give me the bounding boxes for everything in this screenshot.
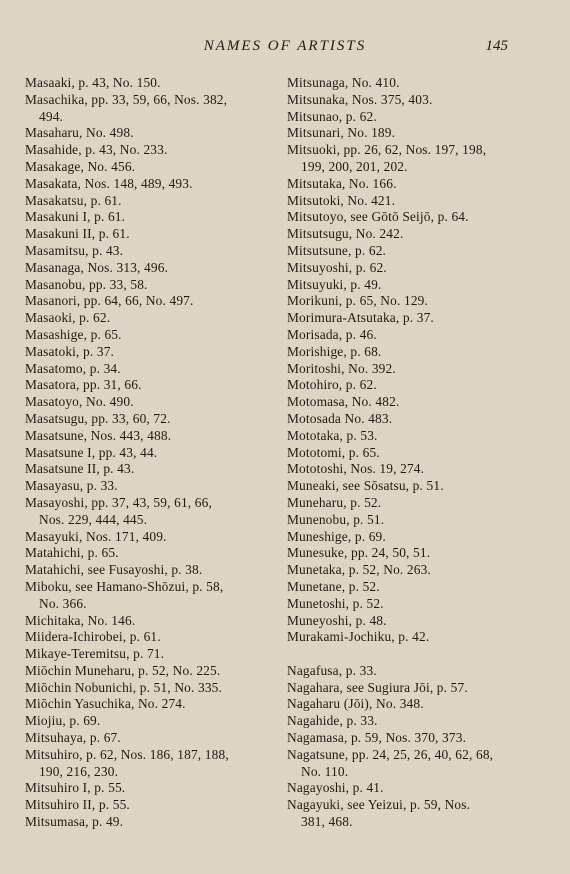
entry-text: Moritoshi, No. 392.	[287, 360, 396, 376]
entry-text: Miōchin Nobunichi, p. 51, No. 335.	[25, 679, 223, 695]
index-entry	[287, 327, 549, 344]
index-column-left	[25, 75, 281, 831]
entry-text: Masachika, pp. 33, 59, 66, Nos. 382,	[25, 91, 228, 107]
entry-text: Masaharu, No. 498.	[25, 125, 134, 141]
entry-text: Masayoshi, pp. 37, 43, 59, 61, 66,	[25, 494, 212, 510]
index-entry	[287, 797, 549, 831]
entry-text: Muneshige, p. 69.	[287, 528, 386, 544]
entry-text: Masanaga, Nos. 313, 496.	[25, 259, 169, 275]
entry-continuation: 381, 468.	[301, 814, 353, 830]
entry-text: Mototaka, p. 53.	[287, 427, 378, 443]
index-entry	[25, 209, 281, 226]
entry-text: Mototoshi, Nos. 19, 274.	[287, 461, 425, 477]
entry-text: Mitsumasa, p. 49.	[25, 814, 124, 830]
index-entry	[287, 377, 549, 394]
entry-text: Mitsunaka, Nos. 375, 403.	[287, 91, 433, 107]
index-entry	[287, 142, 549, 176]
entry-text: Motohiro, p. 62.	[287, 377, 377, 393]
index-entry	[25, 713, 281, 730]
entry-text: Munetane, p. 52.	[287, 578, 380, 594]
index-entry	[287, 747, 549, 781]
index-entry	[287, 277, 549, 294]
index-entry	[287, 529, 549, 546]
index-entry	[287, 176, 549, 193]
index-entry	[287, 361, 549, 378]
entry-text: Mitsuhaya, p. 67.	[25, 730, 121, 746]
entry-continuation: No. 110.	[301, 763, 349, 779]
index-entry	[25, 545, 281, 562]
entry-text: Mitsunaga, No. 410.	[287, 75, 400, 90]
entry-text: Matahichi, see Fusayoshi, p. 38.	[25, 562, 203, 578]
entry-text: Masatsugu, pp. 33, 60, 72.	[25, 410, 171, 426]
index-entry	[25, 226, 281, 243]
index-entry	[25, 613, 281, 630]
index-entry	[25, 629, 281, 646]
entry-text: Morikuni, p. 65, No. 129.	[287, 293, 429, 309]
entry-text: Masatomo, p. 34.	[25, 360, 121, 376]
index-entry	[287, 125, 549, 142]
index-entry	[287, 193, 549, 210]
index-entry	[25, 142, 281, 159]
page-number: 145	[485, 38, 508, 54]
index-entry	[25, 327, 281, 344]
index-entry	[287, 663, 549, 680]
entry-text: Mitsunari, No. 189.	[287, 125, 396, 141]
entry-text: Miōchin Yasuchika, No. 274.	[25, 696, 186, 712]
entry-text: Miōchin Muneharu, p. 52, No. 225.	[25, 662, 221, 678]
index-entry	[25, 646, 281, 663]
index-entry	[287, 310, 549, 327]
entry-text: Masashige, p. 65.	[25, 326, 122, 342]
entry-text: Masakuni I, p. 61.	[25, 209, 126, 225]
index-entry	[25, 75, 281, 92]
entry-text: Masakuni II, p. 61.	[25, 226, 130, 242]
index-entry	[287, 545, 549, 562]
index-entry	[287, 445, 549, 462]
index-entry	[25, 562, 281, 579]
index-entry	[25, 92, 281, 126]
index-entry	[25, 377, 281, 394]
index-entry	[25, 445, 281, 462]
entry-text: Masayasu, p. 33.	[25, 478, 118, 494]
index-entry	[25, 797, 281, 814]
entry-continuation: 190, 216, 230.	[39, 763, 119, 779]
index-entry	[25, 730, 281, 747]
entry-text: Masatsune, Nos. 443, 488.	[25, 427, 172, 443]
index-entry	[25, 478, 281, 495]
index-entry	[287, 696, 549, 713]
entry-text: Motosada No. 483.	[287, 410, 393, 426]
entry-text: Mitsuhiro I, p. 55.	[25, 780, 126, 796]
index-entry	[287, 243, 549, 260]
entry-text: Mitsuoki, pp. 26, 62, Nos. 197, 198,	[287, 142, 487, 158]
entry-text: Masatsune I, pp. 43, 44.	[25, 444, 158, 460]
index-entry	[25, 747, 281, 781]
entry-text: Mitsutsugu, No. 242.	[287, 226, 404, 242]
entry-text: Mikaye-Teremitsu, p. 71.	[25, 646, 165, 662]
index-entry	[287, 461, 549, 478]
index-entry	[287, 730, 549, 747]
entry-text: Michitaka, No. 146.	[25, 612, 136, 628]
entry-text: Munetaka, p. 52, No. 263.	[287, 562, 431, 578]
index-entry	[25, 260, 281, 277]
entry-text: Mitsutoyo, see Gōtō Seijō, p. 64.	[287, 209, 469, 225]
index-entry	[287, 92, 549, 109]
entry-text: Nagaharu (Jōi), No. 348.	[287, 696, 424, 712]
entry-continuation: Nos. 229, 444, 445.	[39, 511, 148, 527]
running-head: NAMES OF ARTISTS	[203, 38, 367, 54]
index-entry	[25, 495, 281, 529]
index-entry	[25, 125, 281, 142]
entry-text: Nagayoshi, p. 41.	[287, 780, 384, 796]
index-entry	[25, 310, 281, 327]
index-entry	[25, 461, 281, 478]
entry-text: Nagahara, see Sugiura Jōi, p. 57.	[287, 679, 468, 695]
index-entry	[287, 344, 549, 361]
entry-text: Mitsuyoshi, p. 62.	[287, 259, 387, 275]
entry-text: Morisada, p. 46.	[287, 326, 377, 342]
entry-text: Mitsutoki, No. 421.	[287, 192, 396, 208]
index-entry	[25, 680, 281, 697]
section-gap	[287, 646, 549, 663]
entry-continuation: No. 366.	[39, 595, 87, 611]
entry-text: Masakatsu, p. 61.	[25, 192, 122, 208]
index-entry	[25, 696, 281, 713]
entry-text: Muneharu, p. 52.	[287, 494, 382, 510]
entry-text: Mitsuhiro, p. 62, Nos. 186, 187, 188,	[25, 746, 229, 762]
index-entry	[287, 109, 549, 126]
index-entry	[25, 579, 281, 613]
index-entry	[287, 428, 549, 445]
index-entry	[287, 75, 549, 92]
entry-text: Motomasa, No. 482.	[287, 394, 400, 410]
entry-text: Masatsune II, p. 43.	[25, 461, 135, 477]
entry-text: Mitsutaka, No. 166.	[287, 175, 397, 191]
index-entry	[287, 579, 549, 596]
index-entry	[287, 629, 549, 646]
index-entry	[25, 344, 281, 361]
index-entry	[25, 193, 281, 210]
entry-text: Matahichi, p. 65.	[25, 545, 119, 561]
entry-text: Masanori, pp. 64, 66, No. 497.	[25, 293, 194, 309]
index-entry	[287, 293, 549, 310]
index-entry	[287, 394, 549, 411]
entry-text: Mototomi, p. 65.	[287, 444, 380, 460]
index-column-right	[287, 75, 549, 831]
entry-text: Nagahide, p. 33.	[287, 713, 378, 729]
entry-text: Masatoyo, No. 490.	[25, 394, 134, 410]
entry-text: Muneaki, see Sōsatsu, p. 51.	[287, 478, 444, 494]
index-entry	[25, 361, 281, 378]
index-entry	[287, 512, 549, 529]
index-entry	[25, 428, 281, 445]
index-entry	[25, 780, 281, 797]
entry-text: Nagafusa, p. 33.	[287, 662, 377, 678]
entry-text: Miojiu, p. 69.	[25, 713, 101, 729]
entry-continuation: 199, 200, 201, 202.	[301, 158, 408, 174]
index-entry	[25, 277, 281, 294]
index-entry	[25, 243, 281, 260]
entry-text: Nagatsune, pp. 24, 25, 26, 40, 62, 68,	[287, 746, 494, 762]
entry-text: Masaaki, p. 43, No. 150.	[25, 75, 161, 90]
entry-text: Masatoki, p. 37.	[25, 343, 115, 359]
index-entry	[25, 394, 281, 411]
entry-text: Masayuki, Nos. 171, 409.	[25, 528, 167, 544]
entry-text: Nagamasa, p. 59, Nos. 370, 373.	[287, 730, 467, 746]
index-entry	[25, 663, 281, 680]
entry-text: Masakata, Nos. 148, 489, 493.	[25, 175, 193, 191]
index-entry	[25, 159, 281, 176]
entry-continuation: 494.	[39, 108, 64, 124]
entry-text: Masanobu, pp. 33, 58.	[25, 276, 148, 292]
index-entry	[25, 293, 281, 310]
index-entry	[287, 478, 549, 495]
entry-text: Mitsuyuki, p. 49.	[287, 276, 382, 292]
entry-text: Masahide, p. 43, No. 233.	[25, 142, 168, 158]
entry-text: Muneyoshi, p. 48.	[287, 612, 387, 628]
index-entry	[287, 713, 549, 730]
entry-text: Miboku, see Hamano-Shōzui, p. 58,	[25, 578, 224, 594]
entry-text: Mitsutsune, p. 62.	[287, 242, 387, 258]
index-entry	[287, 260, 549, 277]
entry-text: Munetoshi, p. 52.	[287, 595, 384, 611]
entry-text: Munenobu, p. 51.	[287, 511, 385, 527]
index-entry	[25, 814, 281, 831]
entry-text: Masatora, pp. 31, 66.	[25, 377, 142, 393]
index-entry	[287, 411, 549, 428]
index-entry	[287, 613, 549, 630]
entry-text: Mitsunao, p. 62.	[287, 108, 377, 124]
page-header	[0, 38, 570, 58]
entry-text: Masakage, No. 456.	[25, 158, 136, 174]
index-entry	[25, 529, 281, 546]
entry-text: Masaoki, p. 62.	[25, 310, 111, 326]
index-entry	[287, 562, 549, 579]
entry-text: Mitsuhiro II, p. 55.	[25, 797, 130, 813]
entry-text: Nagayuki, see Yeizui, p. 59, Nos.	[287, 797, 471, 813]
index-entry	[25, 176, 281, 193]
index-entry	[287, 680, 549, 697]
index-entry	[287, 596, 549, 613]
entry-text: Miidera-Ichirobei, p. 61.	[25, 629, 161, 645]
index-entry	[287, 209, 549, 226]
entry-text: Masamitsu, p. 43.	[25, 242, 124, 258]
index-entry	[287, 226, 549, 243]
index-entry	[287, 495, 549, 512]
entry-text: Munesuke, pp. 24, 50, 51.	[287, 545, 431, 561]
index-entry	[25, 411, 281, 428]
entry-text: Morimura-Atsutaka, p. 37.	[287, 310, 434, 326]
entry-text: Murakami-Jochiku, p. 42.	[287, 629, 430, 645]
entry-text: Morishige, p. 68.	[287, 343, 382, 359]
index-entry	[287, 780, 549, 797]
